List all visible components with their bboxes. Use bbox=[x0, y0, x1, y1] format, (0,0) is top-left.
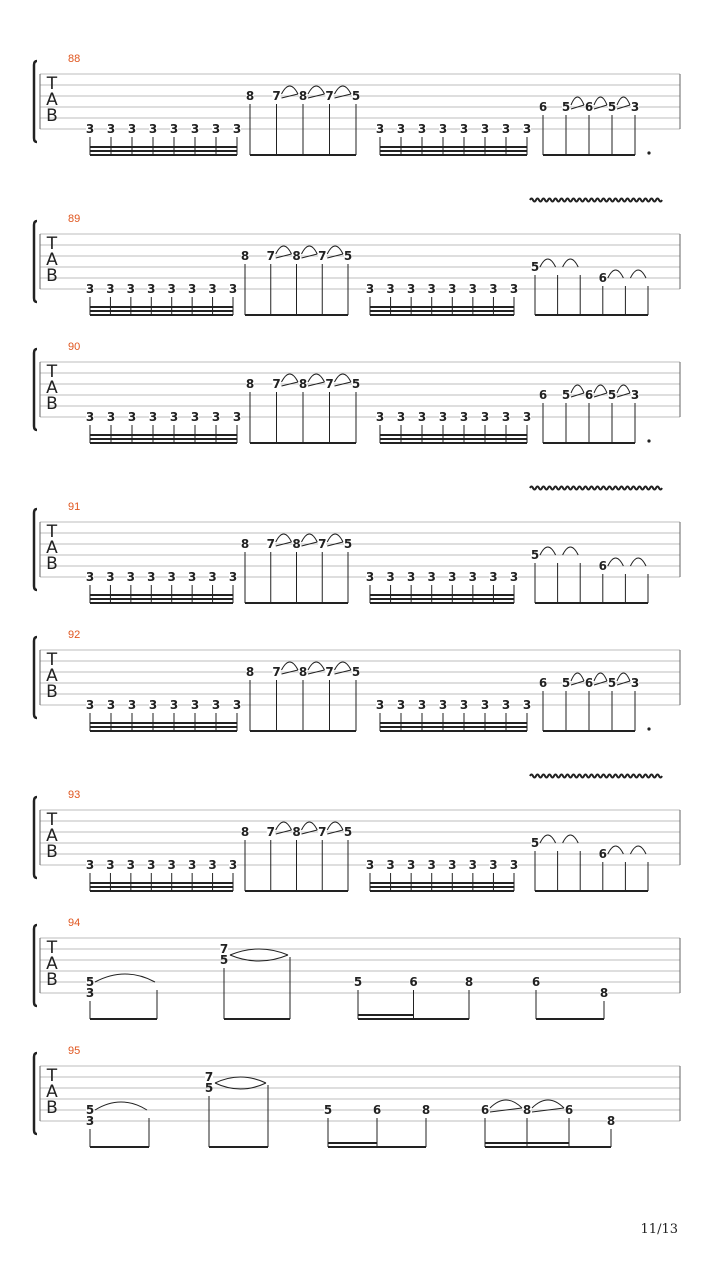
fret-number: 8 bbox=[240, 537, 250, 551]
tab-letter: A bbox=[46, 378, 58, 398]
tie-arc bbox=[563, 835, 579, 843]
fret-number: 3 bbox=[365, 858, 375, 872]
fret-number: 3 bbox=[208, 570, 217, 584]
measure-number: 93 bbox=[68, 789, 81, 801]
fret-number: 8 bbox=[298, 377, 308, 391]
fret-number: 3 bbox=[211, 698, 221, 712]
staccato-dot bbox=[647, 439, 650, 442]
bend-arc bbox=[335, 86, 352, 94]
system-89 bbox=[34, 199, 680, 316]
fret-number: 3 bbox=[501, 410, 511, 424]
fret-number: 5 bbox=[607, 388, 617, 402]
fret-number: 5 bbox=[561, 100, 571, 114]
tab-letter: T bbox=[46, 362, 58, 382]
beat-group bbox=[205, 1070, 268, 1147]
vibrato-wavy-line bbox=[530, 775, 662, 778]
fret-number: 5 bbox=[607, 676, 617, 690]
fret-number: 3 bbox=[468, 570, 478, 584]
fret-number: 3 bbox=[211, 122, 221, 136]
system-bracket bbox=[34, 637, 37, 718]
fret-number: 6 bbox=[372, 1103, 382, 1117]
fret-number: 3 bbox=[406, 570, 416, 584]
fret-number: 3 bbox=[480, 410, 490, 424]
fret-number: 6 bbox=[584, 100, 594, 114]
fret-number: 5 bbox=[219, 953, 229, 967]
beat-group bbox=[539, 673, 651, 731]
fret-number: 3 bbox=[417, 122, 427, 136]
bend-arc bbox=[594, 97, 607, 105]
fret-number: 5 bbox=[351, 89, 361, 103]
tie-arc bbox=[540, 259, 556, 267]
fret-number: 3 bbox=[190, 410, 200, 424]
fret-number: 5 bbox=[561, 676, 571, 690]
bend-arc bbox=[594, 385, 607, 393]
bend-arc bbox=[490, 1100, 522, 1108]
beat-group bbox=[376, 122, 531, 155]
tie-arc bbox=[630, 846, 646, 854]
fret-number: 3 bbox=[106, 570, 115, 584]
system-bracket bbox=[34, 349, 37, 430]
bend-arc bbox=[308, 86, 325, 94]
tie-arc bbox=[563, 259, 579, 267]
fret-number: 3 bbox=[468, 858, 478, 872]
fret-number: 3 bbox=[375, 122, 385, 136]
fret-number: 5 bbox=[343, 537, 353, 551]
fret-number: 3 bbox=[148, 410, 158, 424]
fret-number: 8 bbox=[599, 986, 609, 1000]
fret-number: 3 bbox=[375, 410, 385, 424]
fret-number: 3 bbox=[427, 570, 436, 584]
fret-number: 3 bbox=[85, 122, 95, 136]
system-93 bbox=[34, 775, 680, 892]
fret-number: 3 bbox=[148, 122, 158, 136]
system-95 bbox=[34, 1045, 680, 1147]
fret-number: 6 bbox=[584, 388, 594, 402]
system-bracket bbox=[34, 221, 37, 302]
fret-number: 6 bbox=[480, 1103, 490, 1117]
fret-number: 5 bbox=[351, 665, 361, 679]
bend-arc bbox=[276, 246, 292, 254]
tie-arc bbox=[540, 835, 556, 843]
beat-group bbox=[376, 410, 531, 443]
tab-letter: B bbox=[46, 682, 58, 702]
fret-number: 3 bbox=[167, 570, 176, 584]
fret-number: 6 bbox=[584, 676, 594, 690]
fret-number: 6 bbox=[598, 559, 607, 573]
system-94 bbox=[34, 917, 680, 1019]
fret-number: 3 bbox=[85, 986, 95, 1000]
fret-number: 5 bbox=[607, 100, 617, 114]
fret-number: 3 bbox=[459, 698, 469, 712]
fret-number: 6 bbox=[538, 100, 548, 114]
tab-letter: A bbox=[46, 538, 58, 558]
fret-number: 5 bbox=[204, 1081, 214, 1095]
fret-number: 3 bbox=[85, 858, 95, 872]
fret-number: 3 bbox=[396, 122, 406, 136]
bend-arc bbox=[335, 374, 352, 382]
fret-number: 8 bbox=[245, 89, 255, 103]
fret-number: 3 bbox=[630, 388, 640, 402]
fret-number: 3 bbox=[187, 282, 197, 296]
fret-number: 3 bbox=[169, 410, 179, 424]
fret-number: 5 bbox=[85, 975, 95, 989]
fret-number: 8 bbox=[421, 1103, 431, 1117]
fret-number: 8 bbox=[464, 975, 474, 989]
fret-number: 3 bbox=[85, 698, 95, 712]
fret-number: 8 bbox=[298, 89, 308, 103]
bend-arc bbox=[327, 822, 343, 830]
measure-number: 90 bbox=[68, 341, 81, 353]
bend-arc bbox=[571, 97, 584, 105]
fret-number: 3 bbox=[232, 122, 242, 136]
fret-number: 3 bbox=[169, 698, 179, 712]
bend-arc bbox=[327, 246, 343, 254]
fret-number: 3 bbox=[489, 282, 498, 296]
bend-arc bbox=[302, 246, 318, 254]
fret-number: 3 bbox=[365, 570, 375, 584]
tab-letter: A bbox=[46, 250, 58, 270]
fret-number: 3 bbox=[501, 698, 511, 712]
fret-number: 5 bbox=[353, 975, 363, 989]
fret-number: 7 bbox=[325, 665, 334, 679]
fret-number: 3 bbox=[106, 282, 115, 296]
fret-number: 3 bbox=[396, 698, 406, 712]
fret-number: 3 bbox=[167, 858, 176, 872]
tab-letter: T bbox=[46, 650, 58, 670]
tie-arc bbox=[563, 547, 579, 555]
fret-number: 3 bbox=[167, 282, 176, 296]
vibrato-wavy-line bbox=[530, 199, 662, 202]
tab-letter: B bbox=[46, 970, 58, 990]
bend-arc bbox=[276, 822, 292, 830]
system-88 bbox=[34, 53, 680, 155]
beat-group bbox=[366, 570, 518, 603]
fret-number: 3 bbox=[417, 410, 427, 424]
fret-number: 3 bbox=[228, 282, 238, 296]
fret-number: 3 bbox=[438, 122, 448, 136]
fret-number: 3 bbox=[489, 858, 498, 872]
fret-number: 5 bbox=[530, 260, 540, 274]
fret-number: 3 bbox=[147, 570, 156, 584]
fret-number: 3 bbox=[448, 282, 457, 296]
fret-number: 8 bbox=[245, 665, 255, 679]
fret-number: 3 bbox=[85, 282, 95, 296]
fret-number: 3 bbox=[85, 410, 95, 424]
fret-number: 6 bbox=[538, 676, 548, 690]
beat-group bbox=[86, 282, 237, 315]
fret-number: 3 bbox=[480, 698, 490, 712]
staccato-dot bbox=[647, 727, 650, 730]
tab-letter: A bbox=[46, 826, 58, 846]
fret-number: 5 bbox=[323, 1103, 333, 1117]
bend-arc bbox=[571, 385, 584, 393]
bend-arc bbox=[302, 822, 318, 830]
tab-letter: B bbox=[46, 106, 58, 126]
fret-number: 5 bbox=[343, 825, 353, 839]
fret-number: 8 bbox=[606, 1114, 616, 1128]
fret-number: 3 bbox=[459, 410, 469, 424]
fret-number: 3 bbox=[232, 698, 242, 712]
fret-number: 3 bbox=[127, 698, 137, 712]
fret-number: 3 bbox=[85, 570, 95, 584]
fret-number: 7 bbox=[325, 377, 334, 391]
fret-number: 3 bbox=[396, 410, 406, 424]
system-bracket bbox=[34, 61, 37, 142]
tie-arc bbox=[608, 846, 624, 854]
measure-number: 89 bbox=[68, 213, 81, 225]
fret-number: 3 bbox=[427, 858, 436, 872]
fret-number: 3 bbox=[480, 122, 490, 136]
beat-group bbox=[86, 1102, 149, 1147]
fret-number: 3 bbox=[106, 698, 116, 712]
fret-number: 3 bbox=[190, 122, 200, 136]
tab-letter: B bbox=[46, 554, 58, 574]
fret-number: 3 bbox=[489, 570, 498, 584]
fret-number: 7 bbox=[325, 89, 334, 103]
fret-number: 8 bbox=[240, 249, 250, 263]
fret-number: 5 bbox=[351, 377, 361, 391]
fret-number: 3 bbox=[106, 410, 116, 424]
fret-number: 7 bbox=[204, 1070, 214, 1084]
fret-number: 3 bbox=[147, 282, 156, 296]
fret-number: 3 bbox=[228, 858, 238, 872]
tie-arc bbox=[215, 1077, 266, 1083]
fret-number: 3 bbox=[509, 282, 519, 296]
bend-arc bbox=[308, 662, 325, 670]
measure-number: 92 bbox=[68, 629, 81, 641]
tie-arc bbox=[95, 1102, 147, 1110]
fret-number: 3 bbox=[438, 410, 448, 424]
tab-letter: T bbox=[46, 234, 58, 254]
tab-letter: T bbox=[46, 810, 58, 830]
fret-number: 3 bbox=[187, 570, 197, 584]
fret-number: 6 bbox=[531, 975, 541, 989]
tie-arc bbox=[95, 974, 155, 982]
beat-group bbox=[86, 410, 241, 443]
tab-letter: B bbox=[46, 1098, 58, 1118]
fret-number: 3 bbox=[522, 410, 532, 424]
fret-number: 3 bbox=[190, 698, 200, 712]
fret-number: 3 bbox=[630, 100, 640, 114]
fret-number: 3 bbox=[522, 698, 532, 712]
tab-letter: T bbox=[46, 522, 58, 542]
tab-letter: T bbox=[46, 74, 58, 94]
tie-arc bbox=[630, 558, 646, 566]
fret-number: 3 bbox=[509, 570, 519, 584]
beat-group bbox=[366, 858, 518, 891]
system-91 bbox=[34, 487, 680, 604]
bend-arc bbox=[532, 1100, 564, 1108]
fret-number: 5 bbox=[343, 249, 353, 263]
tab-letter: B bbox=[46, 842, 58, 862]
bend-arc bbox=[282, 374, 299, 382]
tie-arc bbox=[230, 949, 288, 955]
fret-number: 5 bbox=[530, 548, 540, 562]
fret-number: 3 bbox=[427, 282, 436, 296]
bend-arc bbox=[282, 662, 299, 670]
bend-arc bbox=[617, 673, 630, 681]
bend-arc bbox=[617, 97, 630, 105]
fret-number: 3 bbox=[386, 570, 395, 584]
bend-arc bbox=[594, 673, 607, 681]
system-90 bbox=[34, 341, 680, 443]
beat-group bbox=[366, 282, 518, 315]
fret-number: 5 bbox=[561, 388, 571, 402]
bend-arc bbox=[276, 534, 292, 542]
fret-number: 3 bbox=[126, 282, 136, 296]
system-92 bbox=[34, 629, 680, 731]
system-bracket bbox=[34, 925, 37, 1006]
beat-group bbox=[86, 698, 241, 731]
fret-number: 6 bbox=[409, 975, 418, 989]
fret-number: 3 bbox=[417, 698, 427, 712]
fret-number: 7 bbox=[266, 825, 275, 839]
fret-number: 3 bbox=[106, 858, 115, 872]
fret-number: 8 bbox=[298, 665, 308, 679]
fret-number: 6 bbox=[564, 1103, 574, 1117]
page-number: 11/13 bbox=[640, 1222, 678, 1237]
fret-number: 6 bbox=[598, 847, 607, 861]
tab-letter: B bbox=[46, 266, 58, 286]
tab-letter: T bbox=[46, 1066, 58, 1086]
fret-number: 3 bbox=[147, 858, 156, 872]
fret-number: 3 bbox=[448, 570, 457, 584]
fret-number: 3 bbox=[211, 410, 221, 424]
fret-number: 3 bbox=[509, 858, 519, 872]
fret-number: 8 bbox=[292, 249, 301, 263]
measure-number: 91 bbox=[68, 501, 81, 513]
fret-number: 3 bbox=[459, 122, 469, 136]
vibrato-wavy-line bbox=[530, 487, 662, 490]
fret-number: 3 bbox=[187, 858, 197, 872]
fret-number: 8 bbox=[292, 537, 301, 551]
beat-group bbox=[86, 570, 237, 603]
beat-group bbox=[481, 1100, 615, 1147]
fret-number: 7 bbox=[266, 249, 275, 263]
tab-letter: T bbox=[46, 938, 58, 958]
fret-number: 3 bbox=[406, 858, 416, 872]
fret-number: 3 bbox=[501, 122, 511, 136]
bend-arc bbox=[571, 673, 584, 681]
fret-number: 5 bbox=[85, 1103, 95, 1117]
fret-number: 3 bbox=[127, 122, 137, 136]
beat-group bbox=[86, 858, 237, 891]
fret-number: 3 bbox=[386, 282, 395, 296]
fret-number: 5 bbox=[530, 836, 540, 850]
fret-number: 6 bbox=[598, 271, 607, 285]
measure-number: 95 bbox=[68, 1045, 81, 1057]
fret-number: 6 bbox=[538, 388, 548, 402]
beat-group bbox=[220, 942, 290, 1019]
tab-letter: A bbox=[46, 954, 58, 974]
fret-number: 3 bbox=[208, 858, 217, 872]
tab-letter: A bbox=[46, 666, 58, 686]
fret-number: 8 bbox=[522, 1103, 532, 1117]
tie-arc bbox=[630, 270, 646, 278]
fret-number: 3 bbox=[126, 570, 136, 584]
tie-arc bbox=[608, 558, 624, 566]
beat-group bbox=[376, 698, 531, 731]
bend-arc bbox=[308, 374, 325, 382]
fret-number: 7 bbox=[318, 249, 327, 263]
fret-number: 3 bbox=[406, 282, 416, 296]
staccato-dot bbox=[647, 151, 650, 154]
fret-number: 8 bbox=[240, 825, 250, 839]
fret-number: 3 bbox=[228, 570, 238, 584]
fret-number: 3 bbox=[375, 698, 385, 712]
fret-number: 3 bbox=[448, 858, 457, 872]
fret-number: 7 bbox=[318, 825, 327, 839]
fret-number: 3 bbox=[169, 122, 179, 136]
system-bracket bbox=[34, 797, 37, 878]
fret-number: 3 bbox=[126, 858, 136, 872]
bend-arc bbox=[282, 86, 299, 94]
tie-arc bbox=[540, 547, 556, 555]
fret-number: 3 bbox=[232, 410, 242, 424]
tab-letter: B bbox=[46, 394, 58, 414]
system-bracket bbox=[34, 1053, 37, 1134]
fret-number: 3 bbox=[127, 410, 137, 424]
fret-number: 3 bbox=[386, 858, 395, 872]
fret-number: 3 bbox=[468, 282, 478, 296]
fret-number: 3 bbox=[148, 698, 158, 712]
fret-number: 3 bbox=[630, 676, 640, 690]
fret-number: 3 bbox=[365, 282, 375, 296]
fret-number: 3 bbox=[438, 698, 448, 712]
beat-group bbox=[539, 97, 651, 155]
measure-number: 94 bbox=[68, 917, 81, 929]
fret-number: 3 bbox=[208, 282, 217, 296]
bend-arc bbox=[327, 534, 343, 542]
fret-number: 3 bbox=[85, 1114, 95, 1128]
fret-number: 7 bbox=[219, 942, 229, 956]
fret-number: 3 bbox=[522, 122, 532, 136]
beat-group bbox=[86, 974, 157, 1019]
fret-number: 7 bbox=[272, 89, 281, 103]
bend-arc bbox=[302, 534, 318, 542]
bend-arc bbox=[617, 385, 630, 393]
measure-number: 88 bbox=[68, 53, 81, 65]
fret-number: 7 bbox=[318, 537, 327, 551]
tab-letter: A bbox=[46, 90, 58, 110]
tie-arc bbox=[608, 270, 624, 278]
beat-group bbox=[86, 122, 241, 155]
fret-number: 3 bbox=[106, 122, 116, 136]
tab-letter: A bbox=[46, 1082, 58, 1102]
fret-number: 7 bbox=[272, 665, 281, 679]
bend-arc bbox=[335, 662, 352, 670]
fret-number: 7 bbox=[272, 377, 281, 391]
fret-number: 7 bbox=[266, 537, 275, 551]
fret-number: 8 bbox=[245, 377, 255, 391]
fret-number: 8 bbox=[292, 825, 301, 839]
beat-group bbox=[539, 385, 651, 443]
system-bracket bbox=[34, 509, 37, 590]
